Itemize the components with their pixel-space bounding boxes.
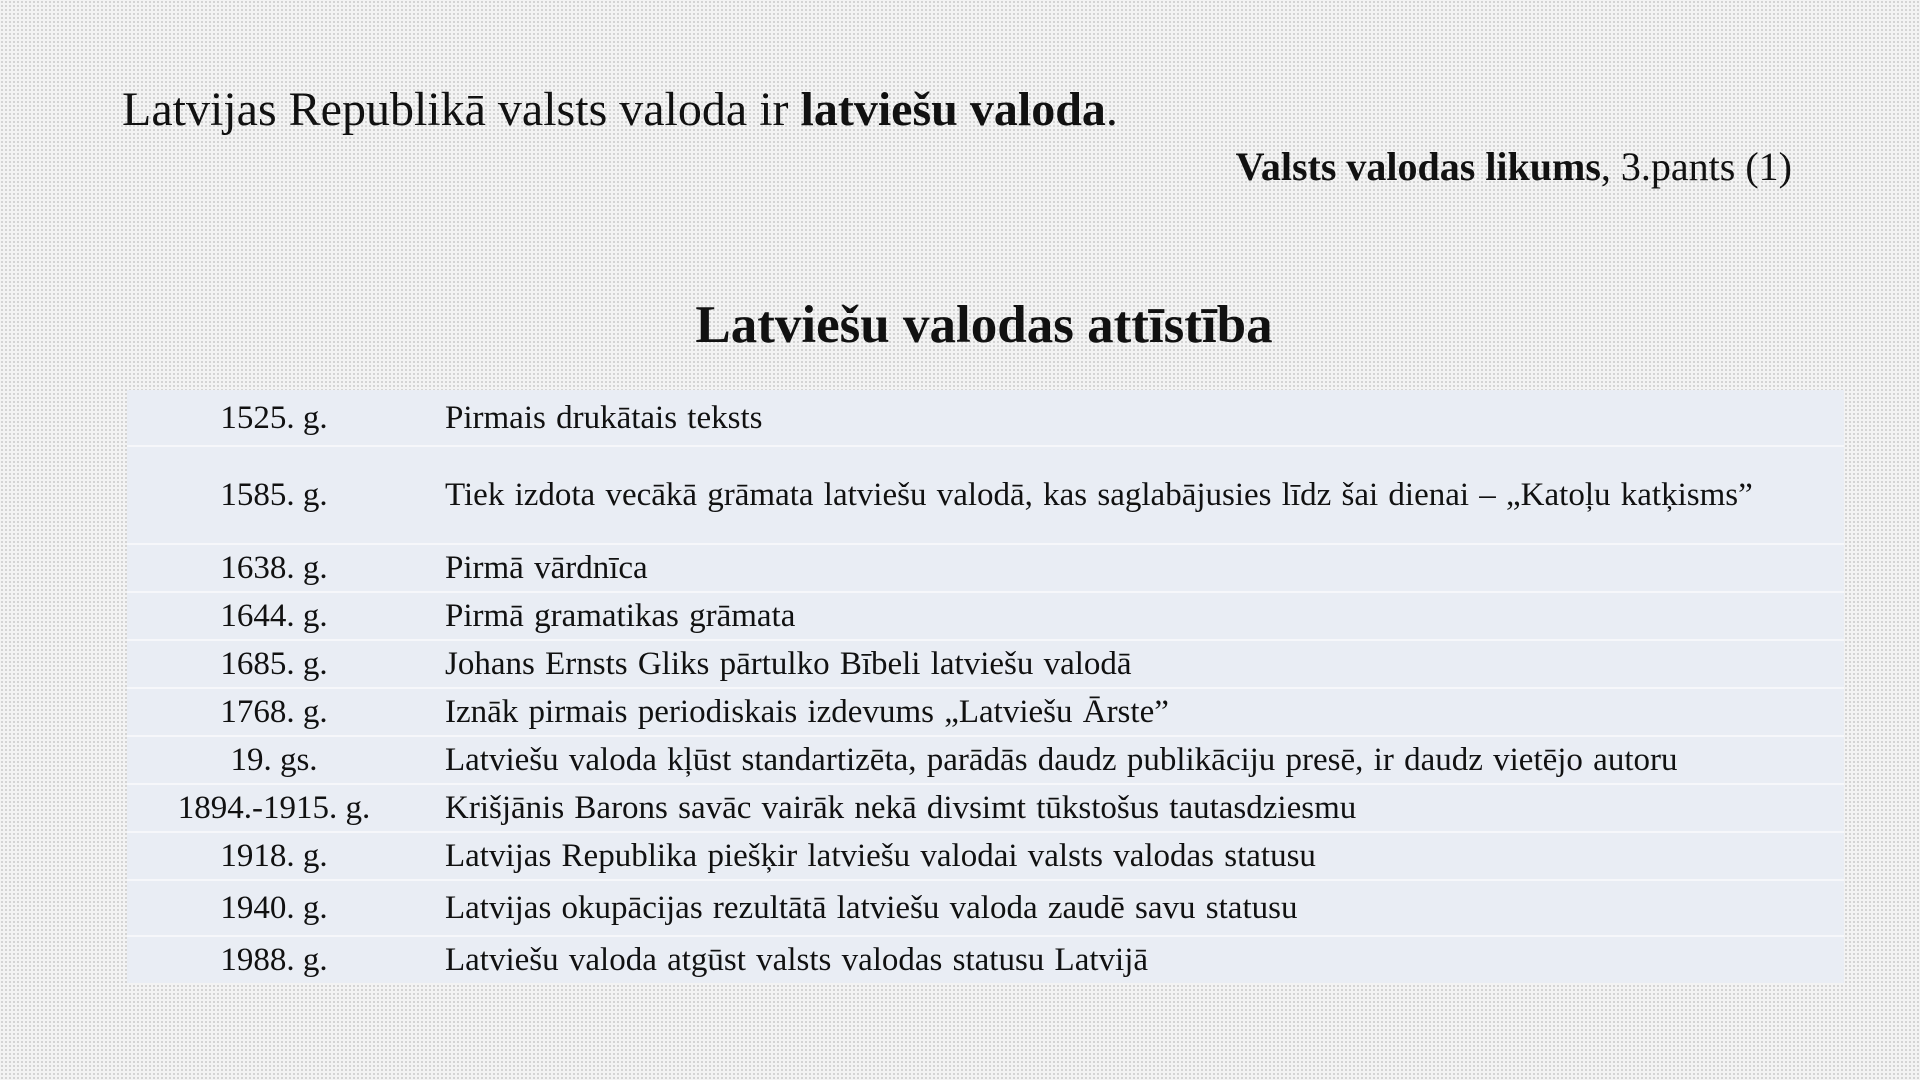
- row-year: 19. gs.: [127, 736, 421, 784]
- row-event: Pirmā vārdnīca: [421, 544, 1844, 592]
- row-year: 1644. g.: [127, 592, 421, 640]
- table-row: [127, 688, 1844, 736]
- row-year: 1638. g.: [127, 544, 421, 592]
- row-event: Latvijas okupācijas rezultātā latviešu valoda zaudē savu statusu: [421, 880, 1844, 936]
- section-title: Latviešu valodas attīstība: [695, 296, 1273, 354]
- law-citation: [1236, 140, 1792, 194]
- row-event: Iznāk pirmais periodiskais izdevums „Latviešu Ārste”: [421, 688, 1844, 736]
- row-year: 1585. g.: [127, 446, 421, 544]
- table-row: [127, 784, 1844, 832]
- quote-text-after: .: [1105, 83, 1118, 136]
- row-year: 1918. g.: [127, 832, 421, 880]
- table-row: [127, 736, 1844, 784]
- row-event: Krišjānis Barons savāc vairāk nekā divsimt tūkstošus tautasdziesmu: [421, 784, 1844, 832]
- row-event: Latvijas Republika piešķir latviešu valodai valsts valodas statusu: [421, 832, 1844, 880]
- row-year: 1940. g.: [127, 880, 421, 936]
- row-year: 1768. g.: [127, 688, 421, 736]
- state-language-quote: [122, 80, 1118, 140]
- row-event: Pirmais drukātais teksts: [421, 390, 1844, 446]
- table-row: [127, 880, 1844, 936]
- row-event: Tiek izdota vecākā grāmata latviešu valodā, kas saglabājusies līdz šai dienai – „Katoļu katķisms”: [421, 446, 1844, 544]
- quote-text-before: Latvijas Republikā valsts valoda ir: [122, 83, 801, 136]
- table-row: [127, 544, 1844, 592]
- table-row: [127, 640, 1844, 688]
- language-history-table: [127, 390, 1844, 983]
- row-year: 1685. g.: [127, 640, 421, 688]
- citation-law-name: Valsts valodas likums: [1235, 144, 1601, 189]
- row-year: 1988. g.: [220, 942, 328, 978]
- citation-article: , 3.pants (1): [1600, 144, 1792, 189]
- table-row: [127, 390, 1844, 446]
- row-event: Latviešu valoda atgūst valsts valodas statusu Latvijā: [445, 942, 1149, 978]
- row-event: Johans Ernsts Gliks pārtulko Bībeli latviešu valodā: [421, 640, 1844, 688]
- table-row: [127, 936, 1844, 983]
- table-row: [127, 592, 1844, 640]
- row-event: Pirmā gramatikas grāmata: [421, 592, 1844, 640]
- quote-text-bold: latviešu valoda: [800, 83, 1106, 136]
- row-year: 1525. g.: [127, 390, 421, 446]
- row-year: 1894.-1915. g.: [127, 784, 421, 832]
- table-row: [127, 832, 1844, 880]
- table-row: [127, 446, 1844, 544]
- row-event: Latviešu valoda kļūst standartizēta, parādās daudz publikāciju presē, ir daudz vietējo autoru: [421, 736, 1844, 784]
